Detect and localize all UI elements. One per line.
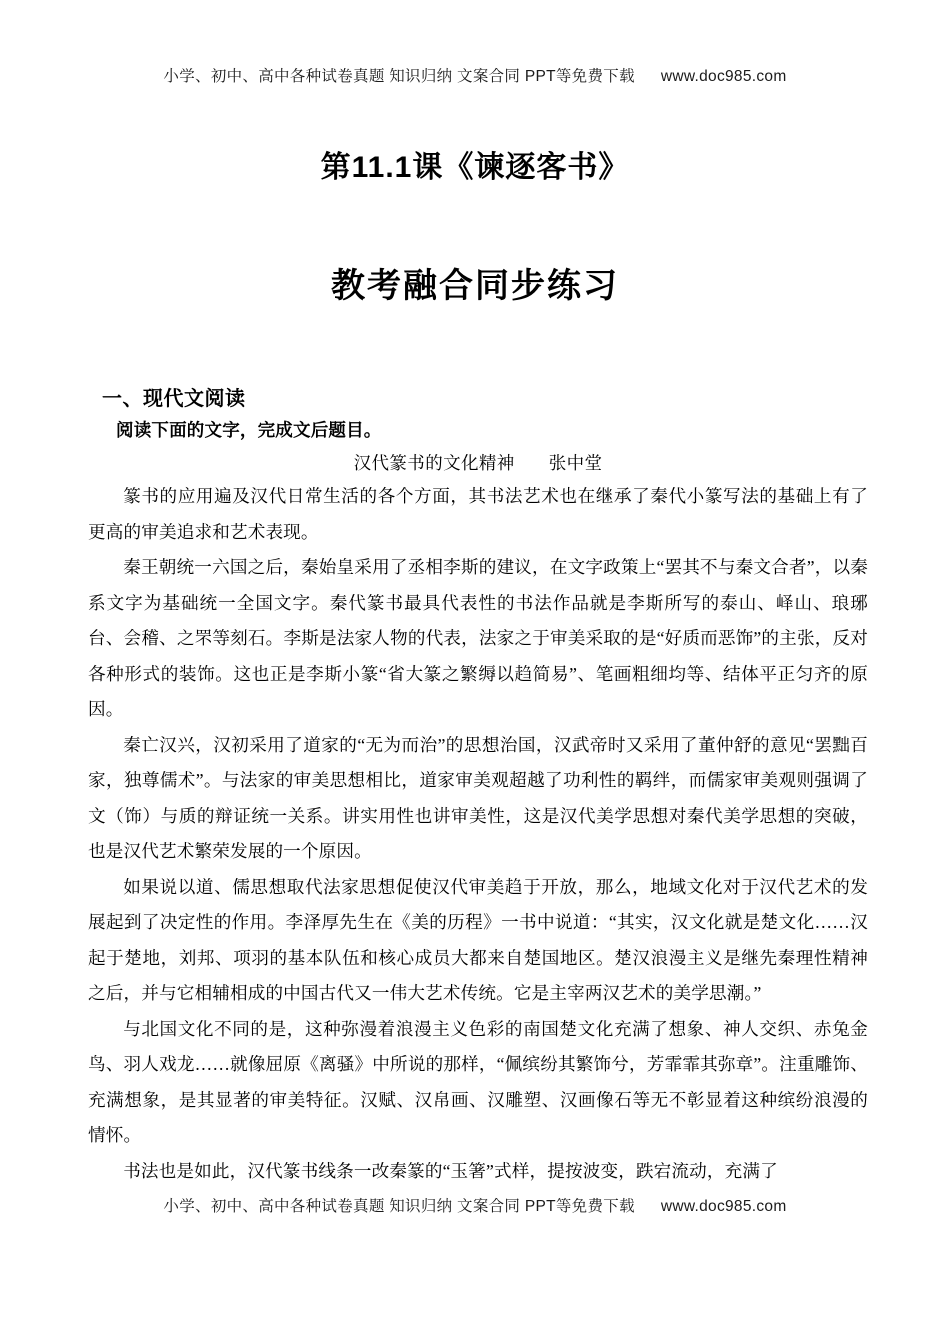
section-instruction: 阅读下面的文字，完成文后题目。 [116,420,382,440]
document-title: 第11.1课《谏逐客书》 [320,151,630,184]
page-footer [0,1194,950,1216]
paragraph: 秦王朝统一六国之后，秦始皇采用了丞相李斯的建议，在文字政策上“罢其不与秦文合者”，以秦系文字为基础统一全国文字。秦代篆书最具代表性的书法作品就是李斯所写的泰山、峄山、琅琊台、会稽、之罘等刻石。李斯是法家人物的代表，法家之于审美采取的是“好质而恶饰”的主张，反对各种形式的装饰。这也正是李斯小篆“省大篆之繁缛以趋简易”、笔画粗细均等、结体平正匀齐的原因。 [88,557,868,719]
article-body [88,479,868,1189]
paragraph: 书法也是如此，汉代篆书线条一改秦篆的“玉箸”式样，提按波变，跌宕流动，充满了 [123,1160,778,1181]
paragraph: 篆书的应用遍及汉代日常生活的各个方面，其书法艺术也在继承了秦代小篆写法的基础上有了更高的审美追求和艺术表现。 [88,486,868,542]
page-footer-site-url: www.doc985.com [660,1198,787,1215]
paragraph: 如果说以道、儒思想取代法家思想促使汉代审美趋于开放，那么，地域文化对于汉代艺术的发展起到了决定性的作用。李泽厚先生在《美的历程》一书中说道：“其实，汉文化就是楚文化……汉起于楚地，刘邦、项羽的基本队伍和核心成员大都来自楚国地区。楚汉浪漫主义是继先秦理性精神之后，并与它相辅相成的中国古代又一伟大艺术传统。它是主宰两汉艺术的美学思潮。” [88,876,868,1003]
article-title-line [88,450,868,475]
paragraph: 与北国文化不同的是，这种弥漫着浪漫主义色彩的南国楚文化充满了想象、神人交织、赤兔金鸟、羽人戏龙……就像屈原《离骚》中所说的那样，“佩缤纷其繁饰兮，芳霏霏其弥章”。注重雕饰、充满想象，是其显著的审美特征。汉赋、汉帛画、汉雕塑、汉画像石等无不彰显着这种缤纷浪漫的情怀。 [88,1018,868,1145]
paragraph: 秦亡汉兴，汉初采用了道家的“无为而治”的思想治国，汉武帝时又采用了董仲舒的意见“罢黜百家，独尊儒术”。与法家的审美思想相比，道家审美观超越了功利性的羁绊，而儒家审美观则强调了文（饰）与质的辩证统一关系。讲实用性也讲审美性，这是汉代美学思想对秦代美学思想的突破，也是汉代艺术繁荣发展的一个原因。 [88,734,868,861]
section-heading: 一、现代文阅读 [102,388,246,410]
page-header-site-url: www.doc985.com [660,68,787,85]
document-subtitle: 教考融合同步练习 [331,268,619,305]
document-content [88,382,868,1189]
page-header [0,64,950,86]
article-author: 张中堂 [548,453,603,473]
article-title: 汉代篆书的文化精神 [353,453,515,473]
page-header-text: 小学、初中、高中各种试卷真题 知识归纳 文案合同 PPT等免费下载 [163,68,635,85]
page-footer-text: 小学、初中、高中各种试卷真题 知识归纳 文案合同 PPT等免费下载 [163,1198,635,1215]
